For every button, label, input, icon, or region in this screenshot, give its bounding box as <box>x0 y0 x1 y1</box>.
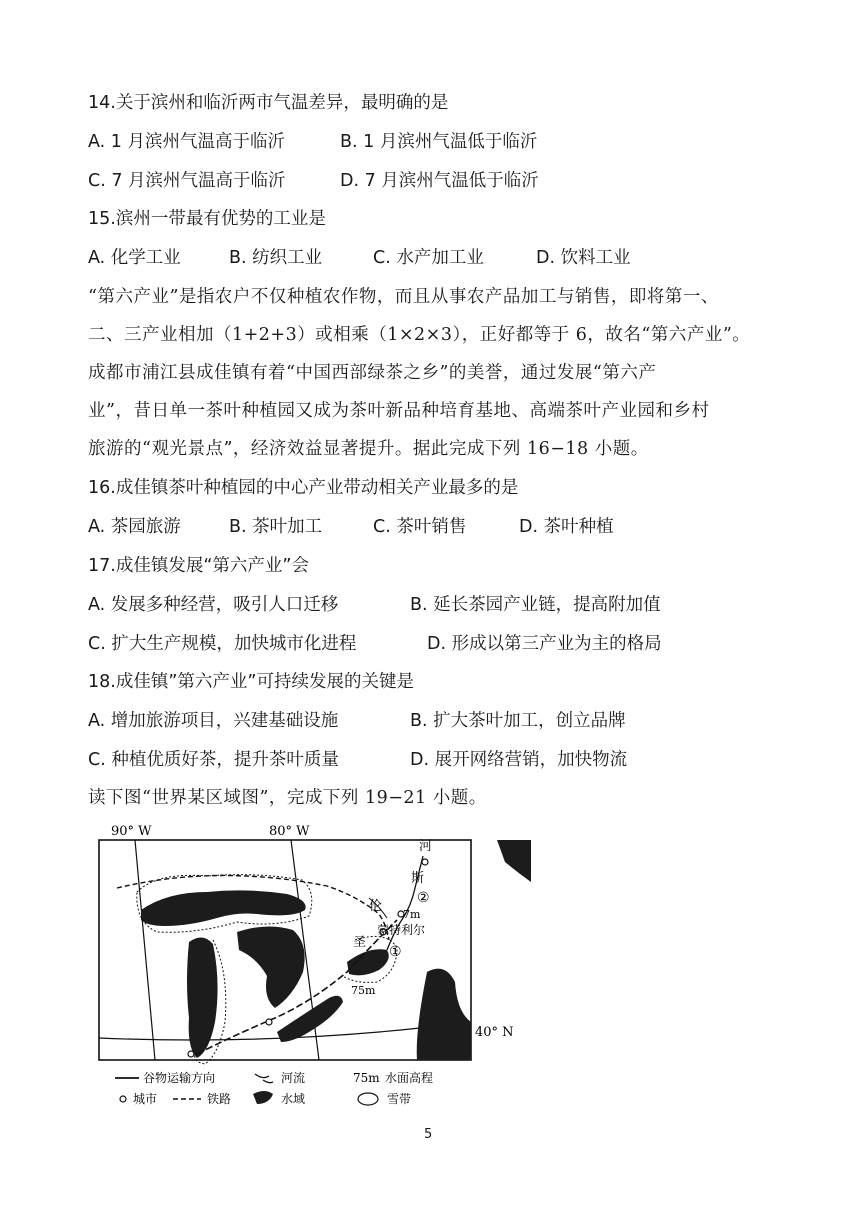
q15-stem: 15.滨州一带最有优势的工业是 <box>88 209 326 229</box>
q18-option-b: B. 扩大茶叶加工，创立品牌 <box>410 711 626 731</box>
q14-option-b: B. 1 月滨州气温低于临沂 <box>340 132 538 152</box>
q15-option-b: B. 纺织工业 <box>229 248 323 268</box>
q18-option-a: A. 增加旅游项目，兴建基础设施 <box>88 711 339 731</box>
passage-line: “第六产业”是指农户不仅种植农作物，而且从事农产品加工与销售，即将第一、 <box>88 287 719 307</box>
region-map <box>97 822 531 1115</box>
river-label-char: 圣 <box>353 935 367 950</box>
legend-elev-sample: 75m <box>353 1071 380 1085</box>
marker-2: ② <box>417 890 430 906</box>
passage-line: 成都市浦江县成佳镇有着“中国西部绿茶之乡”的美誉，通过发展“第六产 <box>88 363 657 383</box>
q18-option-d: D. 展开网络营销，加快物流 <box>410 750 628 770</box>
legend-river-label: 河流 <box>281 1071 306 1085</box>
passage-line: 业”，昔日单一茶叶种植园又成为茶叶新品种培育基地、高端茶叶产业园和乡村 <box>88 401 710 421</box>
city-marker <box>266 1019 272 1025</box>
legend-snow-symbol <box>358 1093 378 1105</box>
meridian-90w <box>135 840 155 1060</box>
legend-elev-label: 水面高程 <box>385 1071 434 1085</box>
passage-line: 二、三产业相加（1+2+3）或相乘（1×2×3），正好都等于 6，故名“第六产业”。 <box>88 325 751 345</box>
legend-water-symbol <box>253 1091 273 1104</box>
legend-city-symbol <box>120 1096 126 1102</box>
lon-90w-label: 90° W <box>111 824 152 839</box>
q16-stem: 16.成佳镇茶叶种植园的中心产业带动相关产业最多的是 <box>88 478 519 498</box>
q16-option-d: D. 茶叶种植 <box>519 517 614 537</box>
q15-option-d: D. 饮料工业 <box>536 248 631 268</box>
lake-huron <box>237 926 305 1008</box>
q16-option-a: A. 茶园旅游 <box>88 517 181 537</box>
river-label-char: 伦 <box>369 899 383 914</box>
region-map-figure <box>97 822 531 1115</box>
lat-40n-label: 40° N <box>475 1025 514 1040</box>
q15-option-c: C. 水产加工业 <box>373 248 484 268</box>
montreal-label: 蒙特利尔 <box>377 923 426 937</box>
q14-option-d: D. 7 月滨州气温低于临沂 <box>340 171 539 191</box>
q16-option-b: B. 茶叶加工 <box>229 517 323 537</box>
city-marker <box>188 1051 194 1057</box>
lake-superior <box>141 890 306 926</box>
ocean-northeast <box>497 840 531 882</box>
q14-stem: 14.关于滨州和临沂两市气温差异，最明确的是 <box>88 93 449 113</box>
ocean-east <box>417 969 471 1060</box>
elev-75m-label: 75m <box>351 984 376 997</box>
legend-river-symbol <box>255 1074 273 1083</box>
q18-option-c: C. 种植优质好茶，提升茶叶质量 <box>88 750 339 770</box>
q17-option-d: D. 形成以第三产业为主的格局 <box>427 634 662 654</box>
legend-water-label: 水域 <box>281 1092 306 1106</box>
river-label-char: 河 <box>419 839 433 854</box>
q18-stem: 18.成佳镇”第六产业”可持续发展的关键是 <box>88 672 414 692</box>
q17-option-b: B. 延长茶园产业链，提高附加值 <box>410 595 661 615</box>
q17-option-a: A. 发展多种经营，吸引人口迁移 <box>88 595 339 615</box>
legend-grain-label: 谷物运输方向 <box>143 1071 216 1085</box>
q14-option-c: C. 7 月滨州气温高于临沂 <box>88 171 286 191</box>
page-number: 5 <box>424 1127 433 1142</box>
q15-option-a: A. 化学工业 <box>88 248 181 268</box>
map-legend <box>115 1070 433 1106</box>
lake-ontario <box>347 949 389 975</box>
marker-1: ① <box>389 944 402 960</box>
q14-option-a: A. 1 月滨州气温高于临沂 <box>88 132 285 152</box>
legend-rail-label: 铁路 <box>207 1092 232 1106</box>
city-marker <box>422 859 428 865</box>
q17-stem: 17.成佳镇发展“第六产业”会 <box>88 556 309 576</box>
q16-option-c: C. 茶叶销售 <box>373 517 467 537</box>
legend-city-label: 城市 <box>133 1092 158 1106</box>
elev-7m-label: 7m <box>403 908 421 921</box>
legend-snow-label: 雪带 <box>387 1092 412 1106</box>
q17-option-c: C. 扩大生产规模，加快城市化进程 <box>88 634 357 654</box>
lon-80w-label: 80° W <box>269 824 310 839</box>
river-label-char: 斯 <box>411 871 425 886</box>
passage-line: 旅游的“观光景点”，经济效益显著提升。据此完成下列 16−18 小题。 <box>88 439 649 459</box>
map-intro: 读下图“世界某区域图”，完成下列 19−21 小题。 <box>88 788 487 808</box>
